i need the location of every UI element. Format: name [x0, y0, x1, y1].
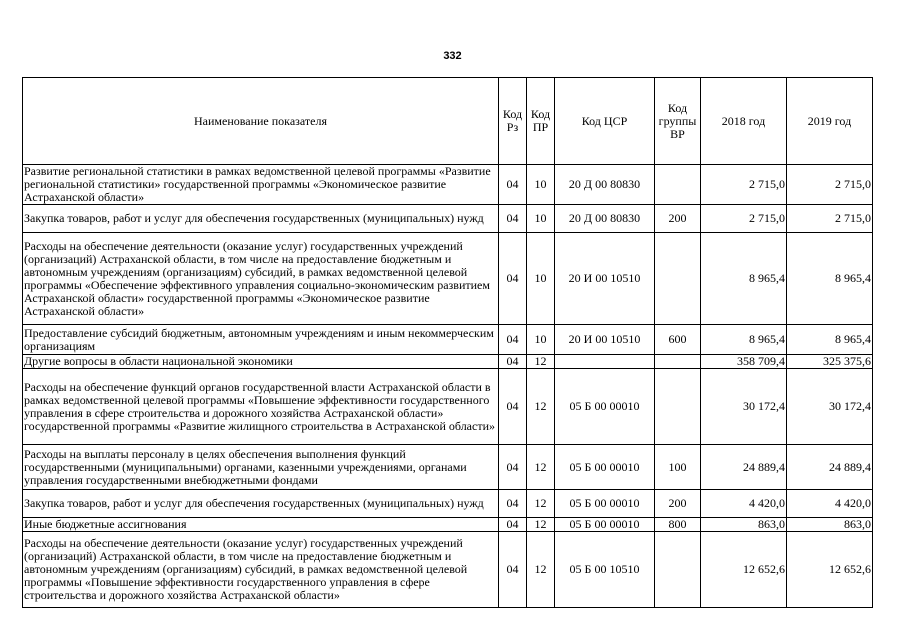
- row-name: Иные бюджетные ассигнования: [23, 518, 499, 532]
- table-row: [23, 490, 873, 518]
- row-csr: 05 Б 00 00010: [555, 445, 655, 490]
- row-2018: 358 709,4: [701, 355, 787, 369]
- header-2018: 2018 год: [701, 78, 787, 165]
- row-csr: 20 И 00 10510: [555, 233, 655, 325]
- budget-table: [22, 77, 873, 608]
- table-header-row: [23, 78, 873, 165]
- row-name: Расходы на обеспечение деятельности (оказание услуг) государственных учреждений (организаций) Астраханской области, в том числе на предоставление бюджетным и автономным учреждениям (организациям) субсидий, в рамках ведомственной целевой программы «Обеспечение эффективного управления социально-экономическим развитием Астраханской области» государственной программы «Экономическое развитие Астраханской области»: [23, 233, 499, 325]
- row-2018: 4 420,0: [701, 490, 787, 518]
- page-number: 332: [443, 50, 462, 62]
- row-pr: 10: [527, 325, 555, 355]
- row-name: Расходы на выплаты персоналу в целях обеспечения выполнения функций государственными (муниципальными) органами, казенными учреждениями, органами управления государственными внебюджетными фондами: [23, 445, 499, 490]
- row-2019: 4 420,0: [787, 490, 873, 518]
- row-2018: 2 715,0: [701, 165, 787, 205]
- row-vr: [655, 165, 701, 205]
- row-pr: 10: [527, 233, 555, 325]
- row-vr: 200: [655, 205, 701, 233]
- table-row: [23, 165, 873, 205]
- row-vr: [655, 233, 701, 325]
- table-row: [23, 369, 873, 445]
- row-2019: 2 715,0: [787, 205, 873, 233]
- row-2019: 30 172,4: [787, 369, 873, 445]
- row-name: Закупка товаров, работ и услуг для обеспечения государственных (муниципальных) нужд: [23, 490, 499, 518]
- row-rz: 04: [499, 233, 527, 325]
- row-csr: 05 Б 00 00010: [555, 369, 655, 445]
- row-rz: 04: [499, 532, 527, 608]
- row-csr: 20 Д 00 80830: [555, 165, 655, 205]
- row-2019: 8 965,4: [787, 325, 873, 355]
- row-csr: 20 Д 00 80830: [555, 205, 655, 233]
- row-pr: 12: [527, 369, 555, 445]
- row-2019: 863,0: [787, 518, 873, 532]
- row-rz: 04: [499, 445, 527, 490]
- row-rz: 04: [499, 205, 527, 233]
- header-rz: Код Рз: [499, 78, 527, 165]
- row-pr: 10: [527, 205, 555, 233]
- row-rz: 04: [499, 490, 527, 518]
- table-row: [23, 355, 873, 369]
- row-2019: 2 715,0: [787, 165, 873, 205]
- row-2018: 2 715,0: [701, 205, 787, 233]
- header-2019: 2019 год: [787, 78, 873, 165]
- row-pr: 12: [527, 532, 555, 608]
- row-2019: 8 965,4: [787, 233, 873, 325]
- row-rz: 04: [499, 518, 527, 532]
- table-row: [23, 518, 873, 532]
- row-name: Расходы на обеспечение деятельности (оказание услуг) государственных учреждений (организаций) Астраханской области, в том числе на предоставление бюджетным и автономным учреждениям (организациям) субсидий, в рамках ведомственной целевой программы «Повышение эффективности государственного управления в сфере строительства и дорожного хозяйства Астраханской области»: [23, 532, 499, 608]
- row-vr: 600: [655, 325, 701, 355]
- row-csr: 05 Б 00 10510: [555, 532, 655, 608]
- row-csr: 05 Б 00 00010: [555, 518, 655, 532]
- row-vr: [655, 369, 701, 445]
- row-csr: 20 И 00 10510: [555, 325, 655, 355]
- row-csr: 05 Б 00 00010: [555, 490, 655, 518]
- header-name: Наименование показателя: [23, 78, 499, 165]
- table-row: [23, 325, 873, 355]
- table-row: [23, 205, 873, 233]
- row-2018: 8 965,4: [701, 233, 787, 325]
- row-2018: 24 889,4: [701, 445, 787, 490]
- row-name: Закупка товаров, работ и услуг для обеспечения государственных (муниципальных) нужд: [23, 205, 499, 233]
- row-csr: [555, 355, 655, 369]
- row-name: Другие вопросы в области национальной экономики: [23, 355, 499, 369]
- header-vr: Код группы ВР: [655, 78, 701, 165]
- row-2019: 12 652,6: [787, 532, 873, 608]
- row-rz: 04: [499, 325, 527, 355]
- row-vr: [655, 355, 701, 369]
- table-row: [23, 445, 873, 490]
- row-2018: 863,0: [701, 518, 787, 532]
- row-2019: 24 889,4: [787, 445, 873, 490]
- row-rz: 04: [499, 165, 527, 205]
- row-vr: 100: [655, 445, 701, 490]
- row-name: Развитие региональной статистики в рамках ведомственной целевой программы «Развитие региональной статистики» государственной программы «Экономическое развитие Астраханской области»: [23, 165, 499, 205]
- header-pr: Код ПР: [527, 78, 555, 165]
- header-csr: Код ЦСР: [555, 78, 655, 165]
- row-pr: 12: [527, 355, 555, 369]
- row-2019: 325 375,6: [787, 355, 873, 369]
- row-pr: 12: [527, 518, 555, 532]
- row-2018: 8 965,4: [701, 325, 787, 355]
- row-pr: 10: [527, 165, 555, 205]
- row-vr: [655, 532, 701, 608]
- row-rz: 04: [499, 355, 527, 369]
- row-name: Предоставление субсидий бюджетным, автономным учреждениям и иным некоммерческим организациям: [23, 325, 499, 355]
- row-pr: 12: [527, 490, 555, 518]
- row-name: Расходы на обеспечение функций органов государственной власти Астраханской области в рамках ведомственной целевой программы «Повышение эффективности государственного управления в сфере строительства и дорожного хозяйства Астраханской области» государственной программы «Развитие жилищного строительства в Астраханской области»: [23, 369, 499, 445]
- row-rz: 04: [499, 369, 527, 445]
- row-vr: 200: [655, 490, 701, 518]
- row-2018: 30 172,4: [701, 369, 787, 445]
- row-2018: 12 652,6: [701, 532, 787, 608]
- table-row: [23, 532, 873, 608]
- row-pr: 12: [527, 445, 555, 490]
- table-row: [23, 233, 873, 325]
- row-vr: 800: [655, 518, 701, 532]
